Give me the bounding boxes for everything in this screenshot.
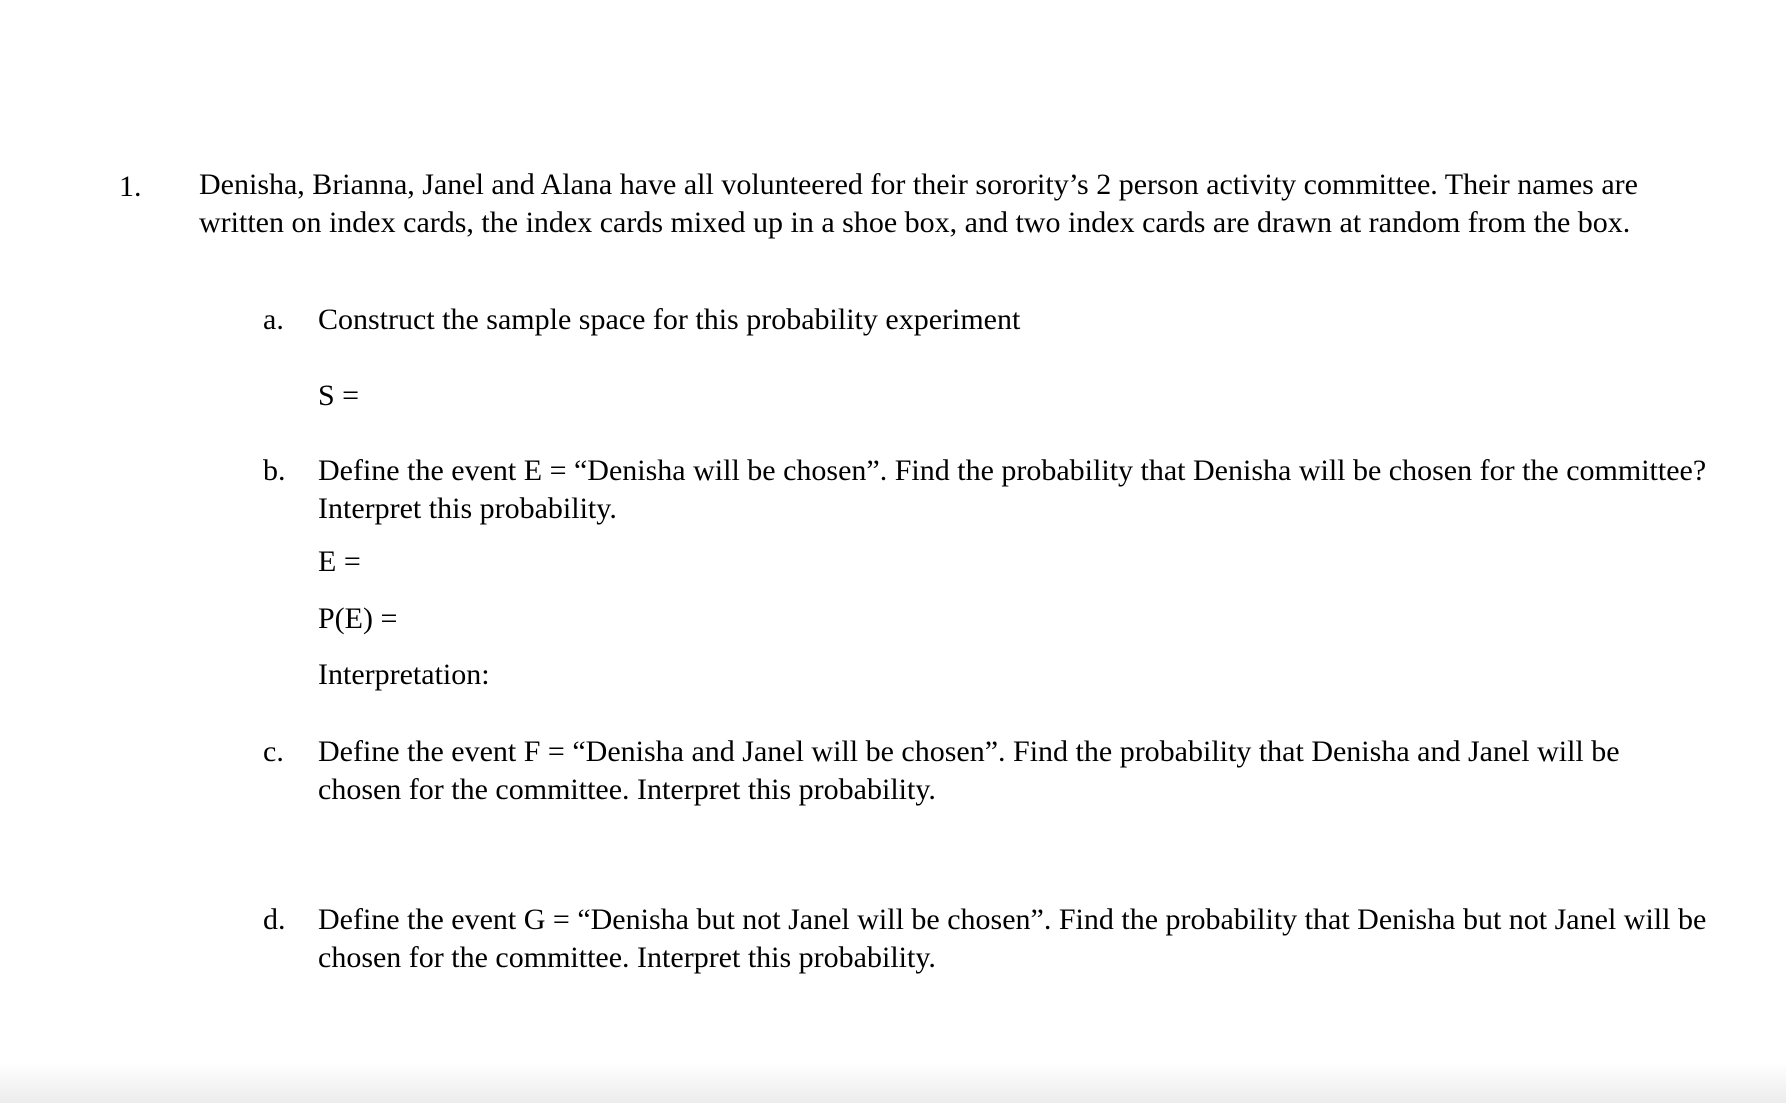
part-b-letter: b. [263,454,286,487]
sample-space-answer-label: S = [318,379,360,412]
probability-e-answer-label: P(E) = [318,602,398,635]
question-stem: Denisha, Brianna, Janel and Alana have all volunteered for their sorority’s 2 person activity committee. Their names are written on index cards, the index cards mixed up in a shoe box, and two index cards are drawn at random from the box. [199,168,1638,239]
part-a-letter: a. [263,303,284,336]
part-c-letter: c. [263,735,284,768]
question-number: 1. [119,170,142,203]
part-c-text: Define the event F = “Denisha and Janel will be chosen”. Find the probability that Denisha and Janel will be chosen for the committee. Interpret this probability. [318,735,1620,806]
interpretation-answer-label: Interpretation: [318,658,490,691]
part-a-text: Construct the sample space for this probability experiment [318,303,1021,336]
part-d-text: Define the event G = “Denisha but not Janel will be chosen”. Find the probability that Denisha but not Janel will be chosen for the committee. Interpret this probability. [318,903,1707,974]
event-e-answer-label: E = [318,545,361,578]
part-b-text: Define the event E = “Denisha will be chosen”. Find the probability that Denisha will be chosen for the committee? Interpret this probability. [318,454,1707,525]
page-bottom-shadow [0,1063,1786,1103]
part-d-letter: d. [263,903,286,936]
